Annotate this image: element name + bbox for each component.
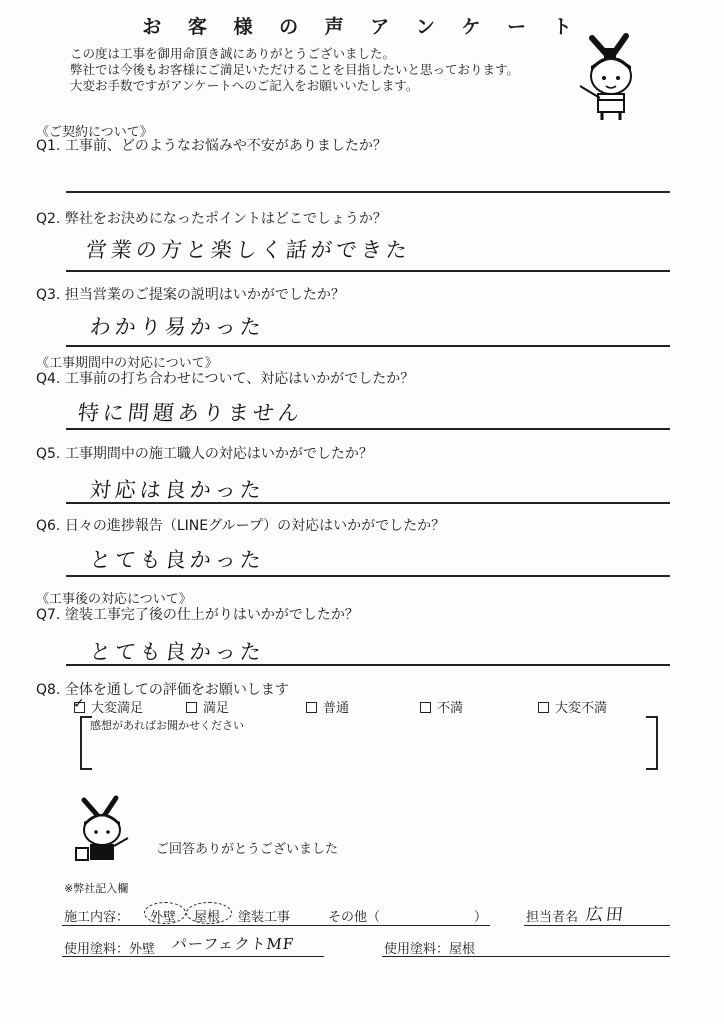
thanks-message: ご回答ありがとうございました: [156, 842, 339, 857]
option-very-dissatisfied[interactable]: 大変不満: [538, 697, 607, 716]
option-neutral[interactable]: 普通: [306, 697, 349, 716]
work-label: 施工内容：: [64, 910, 130, 925]
option-very-satisfied[interactable]: ✓ 大変満足: [73, 696, 144, 716]
answer-4-handwritten: 特に問題ありません: [76, 401, 305, 425]
bracket-right: [646, 716, 658, 770]
paint-roof-label: 使用塗料：屋根: [384, 942, 476, 957]
manager-underline: [524, 925, 670, 926]
checkbox-checked-icon[interactable]: ✓: [73, 696, 85, 712]
mascot-illustration-bottom: [74, 794, 132, 866]
checkbox-icon[interactable]: [306, 702, 317, 713]
question-5: Q5. 工事期間中の施工職人の対応はいかがでしたか？: [36, 446, 373, 462]
answer-7-handwritten: とても良かった: [88, 640, 267, 664]
question-3: Q3. 担当営業のご提案の説明はいかがでしたか？: [36, 287, 345, 303]
question-8: Q8. 全体を通しての評価をお願いします: [36, 682, 289, 698]
answer-line-1: [66, 191, 670, 193]
intro-line-1: この度は工事を御用命頂き誠にありがとうございました。: [70, 46, 396, 61]
question-2: Q2. 弊社をお決めになったポイントはどこでしょうか？: [36, 211, 387, 227]
staff-note: ※弊社記入欄: [64, 882, 129, 895]
work-item-roof: 屋根: [194, 910, 221, 925]
work-underline: [62, 925, 490, 926]
answer-line-4: [66, 428, 670, 430]
answer-line-3: [66, 345, 670, 347]
manager-value: 広田: [584, 905, 627, 925]
work-item-wall: 外壁: [150, 910, 177, 925]
intro-line-3: 大変お手数ですがアンケートへのご記入をお願いいたします。: [70, 78, 419, 93]
answer-5-handwritten: 対応は良かった: [88, 478, 267, 502]
other-label: その他（: [328, 910, 381, 925]
question-6: Q6. 日々の進捗報告（LINEグループ）の対応はいかがでしたか？: [36, 518, 446, 534]
comment-box[interactable]: [80, 716, 658, 766]
answer-3-handwritten: わかり易かった: [88, 315, 267, 339]
answer-line-5: [66, 502, 670, 504]
checkbox-icon[interactable]: [538, 702, 549, 713]
answer-line-7: [66, 664, 670, 666]
answer-2-handwritten: 営業の方と楽しく話ができた: [84, 238, 413, 262]
question-4: Q4. 工事前の打ち合わせについて、対応はいかがでしたか？: [36, 371, 415, 387]
paint-wall-value: パーフェクトMF: [171, 935, 296, 953]
option-dissatisfied[interactable]: 不満: [420, 697, 463, 716]
question-1: Q1. 工事前、どのようなお悩みや不安がありましたか？: [36, 138, 387, 154]
answer-line-6: [66, 575, 670, 577]
paint-roof-underline: [382, 956, 670, 957]
answer-6-handwritten: とても良かった: [88, 548, 267, 572]
paint-wall-underline: [62, 956, 324, 957]
page-title: お 客 様 の 声 ア ン ケ ー ト: [142, 16, 582, 38]
other-close: ）: [474, 910, 488, 925]
option-satisfied[interactable]: 満足: [186, 697, 229, 716]
answer-line-2: [66, 270, 670, 272]
section-after: 《工事後の対応について》: [36, 592, 192, 607]
comment-hint: 感想があればお聞かせください: [90, 719, 244, 732]
manager-label: 担当者名: [526, 910, 579, 925]
question-7: Q7. 塗装工事完了後の仕上がりはいかがでしたか？: [36, 607, 359, 623]
mascot-illustration-top: [578, 28, 648, 123]
intro-line-2: 弊社では今後もお客様にご満足いただけることを目指したいと思っております。: [70, 62, 520, 77]
work-item-paint: 塗装工事: [238, 910, 291, 925]
checkbox-icon[interactable]: [420, 702, 431, 713]
checkbox-icon[interactable]: [186, 702, 197, 713]
section-during: 《工事期間中の対応について》: [36, 356, 218, 371]
paint-wall-label: 使用塗料：外壁: [64, 942, 156, 957]
section-contract: 《ご契約について》: [36, 125, 153, 140]
